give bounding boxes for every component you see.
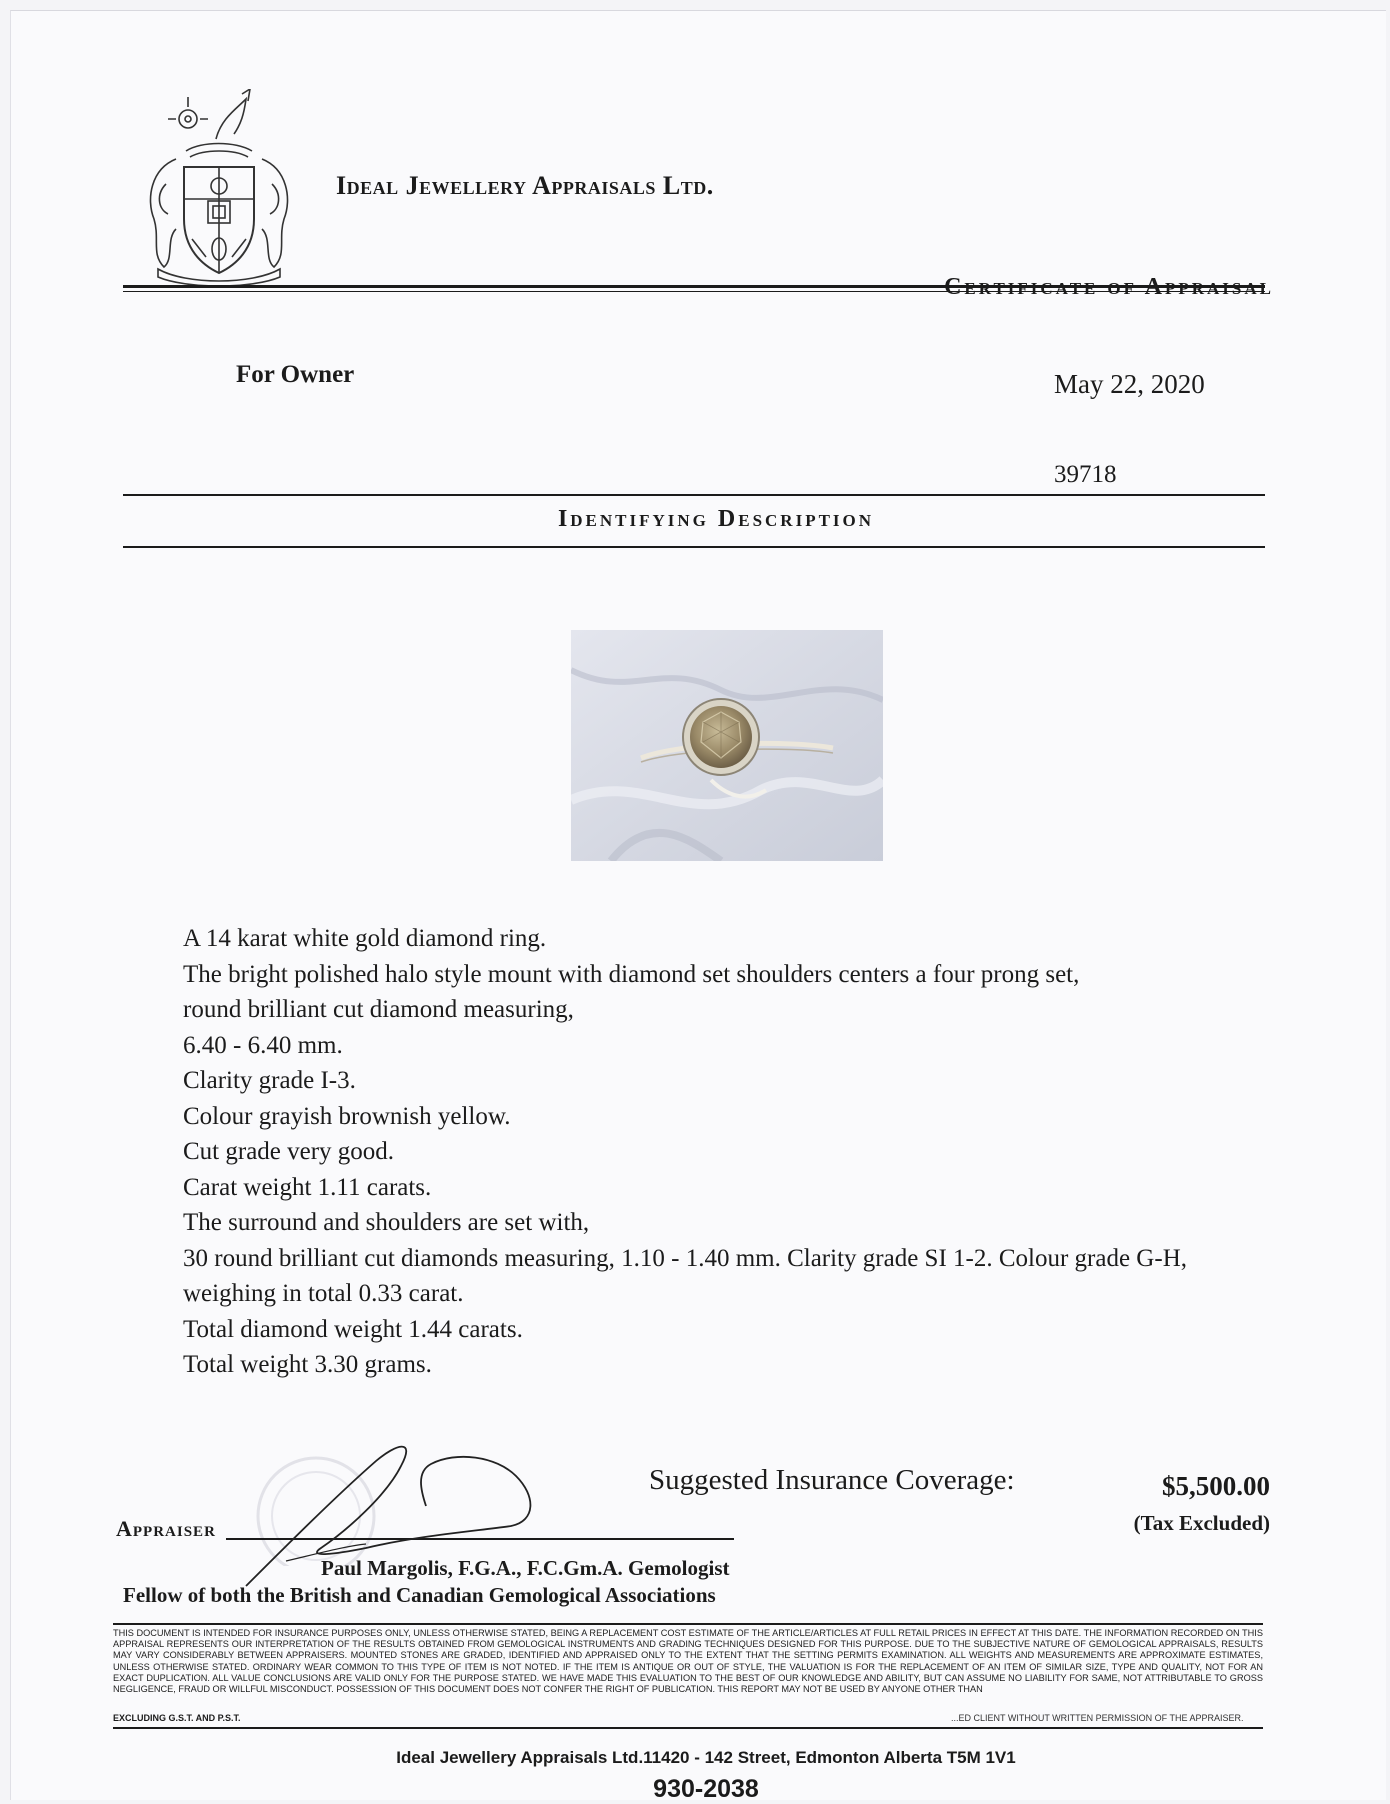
footer-address: Ideal Jewellery Appraisals Ltd.11420 - 142 Street, Edmonton Alberta T5M 1V1	[396, 1748, 1016, 1767]
coat-of-arms-logo	[146, 89, 292, 285]
appraiser-credentials: Fellow of both the British and Canadian Gemological Associations	[123, 1583, 716, 1607]
disclaimer-rule-top	[113, 1623, 1263, 1625]
description-line: Total diamond weight 1.44 carats.	[183, 1315, 523, 1343]
description-line: Carat weight 1.11 carats.	[183, 1173, 432, 1201]
description-line: weighing in total 0.33 carat.	[183, 1280, 464, 1307]
section-rule-top	[123, 494, 1265, 496]
appraiser-label: Appraiser	[116, 1516, 216, 1541]
tax-note: (Tax Excluded)	[1133, 1511, 1270, 1535]
appraisal-date: May 22, 2020	[1054, 369, 1205, 399]
description-line: The surround and shoulders are set with,	[183, 1209, 590, 1236]
footer-phone: 930-2038	[653, 1775, 759, 1803]
disclaimer-rule-bottom	[113, 1727, 1263, 1729]
description-line: 30 round brilliant cut diamonds measuring, 1.10 - 1.40 mm. Clarity grade SI 1-2. Colour grade G-H,	[183, 1244, 1187, 1272]
description-line: 6.40 - 6.40 mm.	[183, 1031, 343, 1059]
reference-number: 39718	[1054, 461, 1117, 488]
section-title: Identifying Description	[557, 506, 875, 532]
description-line: Colour grayish brownish yellow.	[183, 1102, 511, 1130]
description-line: Total weight 3.30 grams.	[183, 1351, 432, 1378]
certificate-title: Certificate of Appraisal	[944, 274, 1274, 300]
description-line: round brilliant cut diamond measuring,	[183, 996, 574, 1023]
item-description	[183, 921, 1303, 1383]
tax-exclusion-note: EXCLUDING G.S.T. AND P.S.T.	[113, 1713, 241, 1723]
owner-label: For Owner	[236, 361, 355, 388]
ring-photo	[571, 630, 883, 861]
description-line: Clarity grade I-3.	[183, 1067, 356, 1094]
disclaimer-text: THIS DOCUMENT IS INTENDED FOR INSURANCE PURPOSES ONLY, UNLESS OTHERWISE STATED, BEING A REPLACEMENT COST ESTIMATE OF THE ARTICLE/ARTICLES AT FULL RETAIL PRICES IN EFFECT AT THIS DATE. THE INFORMATION RECORDED ON THIS APPRAISAL REPRESENTS OUR INTERPRETATION OF THE RESULTS OBTAINED FROM GEMOLOGICAL INSTRUMENTS AND GRADING TECHNIQUES DESIGNED FOR THIS PURPOSE. DUE TO THE SUBJECTIVE NATURE OF GEMOLOGICAL APPRAISALS, RESULTS MAY VARY CONSIDERABLY BETWEEN APPRAISERS. MOUNTED STONES ARE GRADED, IDENTIFIED AND APPRAISED ONLY TO THE EXTENT THAT THE SETTING PERMITS EXAMINATION. ALL WEIGHTS AND MEASUREMENTS ARE APPROXIMATE ESTIMATES, UNLESS OTHERWISE STATED. ORDINARY WEAR COMMON TO THIS TYPE OF ITEM IS NOT NOTED. IF THE ITEM IS ANTIQUE OR OUT OF STYLE, THE VALUATION IS FOR THE REPLACEMENT OF AN ITEM OF SIMILAR SIZE, TYPE AND QUALITY, NOT FOR AN EXACT DUPLICATION. ALL VALUE CONCLUSIONS ARE VALID ONLY FOR THE PURPOSE STATED. WE HAVE MADE THIS EVALUATION TO THE BEST OF OUR KNOWLEDGE AND ABILITY, BUT CAN ASSUME NO LIABILITY FOR SAME, NOT ATTRIBUTABLE TO GROSS NEGLIGENCE, FRAUD OR WILLFUL MISCONDUCT. POSSESSION OF THIS DOCUMENT DOES NOT CONFER THE RIGHT OF PUBLICATION. THIS REPORT MAY NOT BE USED BY ANYONE OTHER THAN	[113, 1628, 1263, 1695]
description-line: The bright polished halo style mount with diamond set shoulders centers a four prong set,	[183, 960, 1080, 988]
certificate-page	[10, 10, 1386, 1803]
appraiser-name: Paul Margolis, F.G.A., F.C.Gm.A. Gemologist	[321, 1556, 730, 1580]
section-rule-bottom	[123, 546, 1265, 548]
insurance-coverage-value: $5,500.00	[1162, 1471, 1270, 1501]
description-line: A 14 karat white gold diamond ring.	[183, 925, 547, 952]
disclaimer-tail: ...ED CLIENT WITHOUT WRITTEN PERMISSION OF THE APPRAISER.	[951, 1713, 1244, 1723]
description-line: Cut grade very good.	[183, 1138, 395, 1165]
company-name: Ideal Jewellery Appraisals Ltd.	[336, 171, 714, 200]
insurance-coverage-label: Suggested Insurance Coverage:	[649, 1464, 1015, 1496]
